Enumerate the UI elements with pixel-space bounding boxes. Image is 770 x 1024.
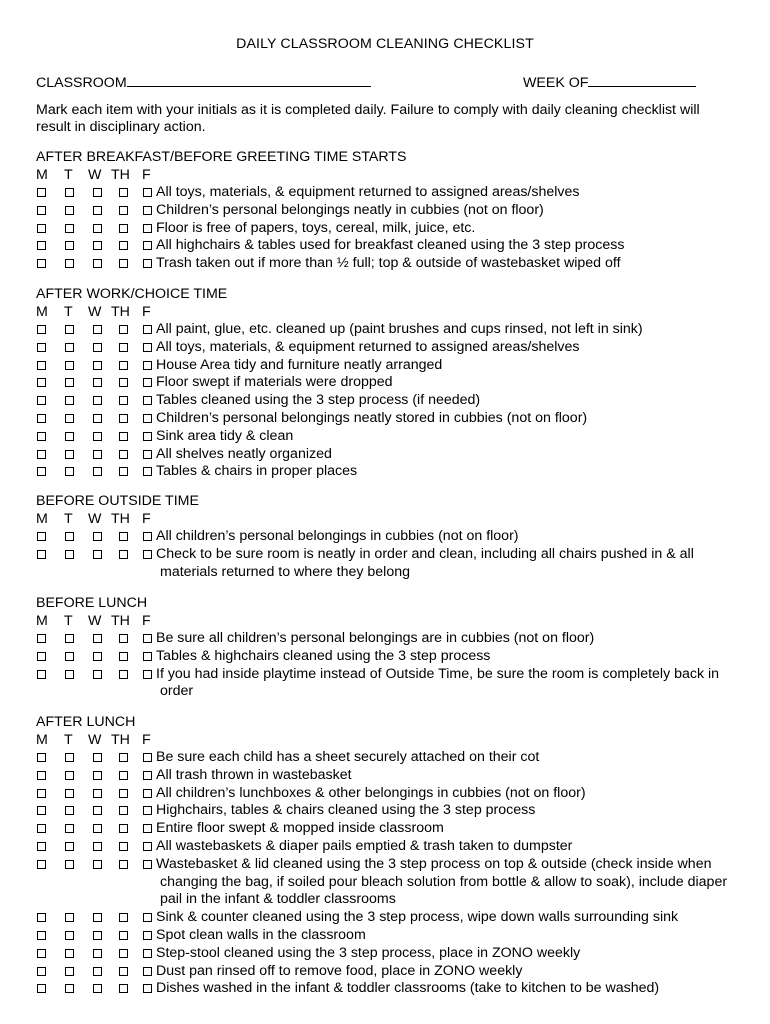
week-field — [523, 72, 696, 91]
checkbox-day-3[interactable] — [119, 842, 128, 851]
item-text: All toys, materials, & equipment returned to assigned areas/shelves — [156, 338, 580, 355]
checkbox-day-1[interactable] — [65, 913, 74, 922]
item-line — [143, 802, 740, 820]
checklist-item — [36, 963, 736, 981]
checkbox-day-2[interactable] — [93, 634, 102, 643]
checkbox-day-2[interactable] — [93, 432, 102, 441]
instructions: Mark each item with your initials as it is completed daily. Failure to comply with daily cleaning checklist will result in disciplinary action. — [36, 102, 700, 135]
checklist-item — [36, 927, 736, 945]
day-checkboxes — [36, 767, 156, 785]
item-text: Entire floor swept & mopped inside classroom — [156, 820, 444, 837]
checkbox-day-2[interactable] — [93, 949, 102, 958]
item-line — [143, 528, 740, 546]
checkbox-day-0[interactable] — [37, 670, 46, 679]
day-header-3: TH — [111, 167, 130, 183]
checkbox-day-3[interactable] — [119, 652, 128, 661]
checkbox-day-1[interactable] — [65, 634, 74, 643]
checkbox-day-2[interactable] — [93, 670, 102, 679]
item-text: House Area tidy and furniture neatly arranged — [156, 356, 443, 373]
day-checkboxes — [36, 963, 156, 981]
item-text: Floor is free of papers, toys, cereal, milk, juice, etc. — [156, 219, 476, 236]
checkbox-day-1[interactable] — [65, 259, 74, 268]
day-header-row — [36, 612, 736, 630]
checkbox-day-0[interactable] — [37, 396, 46, 405]
checkbox-day-0[interactable] — [37, 824, 46, 833]
day-checkboxes — [36, 374, 156, 392]
checkbox-day-2[interactable] — [93, 860, 102, 869]
section-1 — [36, 285, 736, 481]
day-checkboxes — [36, 220, 156, 238]
checklist-item — [36, 463, 736, 481]
checklist-item — [36, 446, 736, 464]
day-checkboxes — [36, 648, 156, 666]
day-header-2: W — [88, 511, 102, 527]
checklist-item — [36, 392, 736, 410]
checkbox-day-2[interactable] — [93, 913, 102, 922]
checklist-item — [36, 220, 736, 238]
item-text: Dishes washed in the infant & toddler classrooms (take to kitchen to be washed) — [156, 980, 660, 997]
day-checkboxes — [36, 528, 156, 546]
checkbox-day-0[interactable] — [37, 806, 46, 815]
checkbox-day-1[interactable] — [65, 967, 74, 976]
page-title: DAILY CLASSROOM CLEANING CHECKLIST — [236, 36, 534, 52]
day-header-4: F — [142, 613, 151, 629]
day-header-4: F — [142, 304, 151, 320]
day-checkboxes — [36, 630, 156, 648]
day-header-3: TH — [111, 732, 130, 748]
checkbox-day-1[interactable] — [65, 361, 74, 370]
day-header-0: M — [36, 732, 48, 748]
item-text: Children’s personal belongings neatly in cubbies (not on floor) — [156, 201, 544, 218]
item-text: All paint, glue, etc. cleaned up (paint brushes and cups rinsed, not left in sink) — [156, 321, 643, 337]
day-header-3: TH — [111, 613, 130, 629]
day-header-4: F — [142, 167, 151, 183]
day-header-row — [36, 510, 736, 528]
checklist-item — [36, 546, 736, 582]
week-label: WEEK OF — [523, 75, 589, 91]
checkbox-day-0[interactable] — [37, 188, 46, 197]
item-line — [143, 237, 740, 255]
item-text: Be sure each child has a sheet securely attached on their cot — [156, 749, 540, 765]
checkbox-day-2[interactable] — [93, 789, 102, 798]
item-line — [143, 820, 740, 838]
checkbox-day-0[interactable] — [37, 532, 46, 541]
checkbox-day-3[interactable] — [119, 325, 128, 334]
checkbox-day-3[interactable] — [119, 343, 128, 352]
item-line — [143, 648, 740, 666]
checkbox-day-1[interactable] — [65, 241, 74, 250]
checkbox-day-1[interactable] — [65, 450, 74, 459]
checklist-item — [36, 374, 736, 392]
checkbox-day-0[interactable] — [37, 771, 46, 780]
checklist-item — [36, 202, 736, 220]
checkbox-day-1[interactable] — [65, 949, 74, 958]
classroom-label: CLASSROOM — [36, 75, 127, 91]
checkbox-day-1[interactable] — [65, 224, 74, 233]
item-text: Dust pan rinsed off to remove food, place in ZONO weekly — [156, 962, 523, 979]
checkbox-day-1[interactable] — [65, 771, 74, 780]
day-header-0: M — [36, 304, 48, 320]
item-line — [143, 838, 740, 856]
checkbox-day-2[interactable] — [93, 224, 102, 233]
item-text: All children’s lunchboxes & other belongings in cubbies (not on floor) — [156, 784, 586, 801]
item-line — [143, 428, 740, 446]
checkbox-day-3[interactable] — [119, 396, 128, 405]
checkbox-day-0[interactable] — [37, 450, 46, 459]
section-title: AFTER BREAKFAST/BEFORE GREETING TIME STARTS — [36, 149, 407, 165]
day-header-2: W — [88, 613, 102, 629]
checkbox-day-1[interactable] — [65, 842, 74, 851]
checkbox-day-0[interactable] — [37, 467, 46, 476]
item-line — [143, 357, 740, 375]
checklist-item — [36, 630, 736, 648]
checkbox-day-3[interactable] — [119, 634, 128, 643]
day-checkboxes — [36, 666, 156, 684]
checkbox-day-3[interactable] — [119, 967, 128, 976]
checkbox-day-2[interactable] — [93, 532, 102, 541]
checklist-item — [36, 184, 736, 202]
checkbox-day-3[interactable] — [119, 913, 128, 922]
checkbox-day-0[interactable] — [37, 984, 46, 993]
checkbox-day-0[interactable] — [37, 224, 46, 233]
item-text: Highchairs, tables & chairs cleaned using the 3 step process — [156, 802, 536, 819]
day-header-0: M — [36, 613, 48, 629]
checklist-item — [36, 767, 736, 785]
checkbox-day-2[interactable] — [93, 842, 102, 851]
checkbox-day-0[interactable] — [37, 913, 46, 922]
item-line — [143, 546, 740, 582]
checkbox-day-3[interactable] — [119, 188, 128, 197]
item-text: All shelves neatly organized — [156, 445, 332, 462]
day-checkboxes — [36, 802, 156, 820]
checklist-item — [36, 802, 736, 820]
item-line — [143, 630, 740, 648]
checkbox-day-1[interactable] — [65, 860, 74, 869]
item-text: Children’s personal belongings neatly stored in cubbies (not on floor) — [156, 409, 588, 426]
checklist-item — [36, 666, 736, 702]
checkbox-day-0[interactable] — [37, 652, 46, 661]
checkbox-day-1[interactable] — [65, 753, 74, 762]
checkbox-day-1[interactable] — [65, 396, 74, 405]
checkbox-day-0[interactable] — [37, 378, 46, 387]
day-checkboxes — [36, 945, 156, 963]
item-line — [143, 339, 740, 357]
checkbox-day-3[interactable] — [119, 467, 128, 476]
checkbox-day-3[interactable] — [119, 806, 128, 815]
checkbox-day-0[interactable] — [37, 432, 46, 441]
checklist-item — [36, 255, 736, 273]
day-header-row — [36, 731, 736, 749]
checkbox-day-1[interactable] — [65, 325, 74, 334]
item-line — [143, 392, 740, 410]
checkbox-day-0[interactable] — [37, 753, 46, 762]
day-header-1: T — [64, 613, 73, 629]
day-checkboxes — [36, 546, 156, 564]
day-checkboxes — [36, 357, 156, 375]
item-text: All children’s personal belongings in cubbies (not on floor) — [156, 528, 519, 544]
checkbox-day-1[interactable] — [65, 467, 74, 476]
checklist-item — [36, 820, 736, 838]
item-text: Spot clean walls in the classroom — [156, 926, 366, 943]
checklist-item — [36, 749, 736, 767]
checkbox-day-0[interactable] — [37, 789, 46, 798]
day-checkboxes — [36, 255, 156, 273]
checklist-item — [36, 357, 736, 375]
day-checkboxes — [36, 184, 156, 202]
day-checkboxes — [36, 410, 156, 428]
classroom-field — [36, 72, 371, 91]
classroom-blank-line[interactable] — [127, 72, 371, 87]
checkbox-day-3[interactable] — [119, 949, 128, 958]
checkbox-day-0[interactable] — [37, 259, 46, 268]
checkbox-day-3[interactable] — [119, 378, 128, 387]
day-header-2: W — [88, 167, 102, 183]
checkbox-day-0[interactable] — [37, 414, 46, 423]
checkbox-day-2[interactable] — [93, 343, 102, 352]
day-checkboxes — [36, 856, 156, 874]
checkbox-day-2[interactable] — [93, 931, 102, 940]
item-line — [143, 255, 740, 273]
checkbox-day-0[interactable] — [37, 949, 46, 958]
section-0 — [36, 148, 736, 273]
item-line — [143, 767, 740, 785]
item-text: All highchairs & tables used for breakfast cleaned using the 3 step process — [156, 237, 625, 254]
section-4 — [36, 713, 736, 998]
item-text: Step-stool cleaned using the 3 step process, place in ZONO weekly — [156, 944, 581, 961]
item-line — [143, 202, 740, 220]
section-2 — [36, 492, 736, 581]
checkbox-day-1[interactable] — [65, 652, 74, 661]
checkbox-day-2[interactable] — [93, 652, 102, 661]
item-line — [143, 980, 740, 998]
checkbox-day-0[interactable] — [37, 241, 46, 250]
item-line — [143, 220, 740, 238]
day-header-row — [36, 303, 736, 321]
checkbox-day-0[interactable] — [37, 343, 46, 352]
item-text: Floor swept if materials were dropped — [156, 374, 393, 391]
day-checkboxes — [36, 785, 156, 803]
checkbox-day-1[interactable] — [65, 532, 74, 541]
item-text: Trash taken out if more than ½ full; top & outside of wastebasket wiped off — [156, 255, 621, 272]
checkbox-day-2[interactable] — [93, 241, 102, 250]
checkbox-day-2[interactable] — [93, 450, 102, 459]
checkbox-day-2[interactable] — [93, 188, 102, 197]
day-header-2: W — [88, 304, 102, 320]
item-line — [143, 945, 740, 963]
checkbox-day-2[interactable] — [93, 806, 102, 815]
day-header-1: T — [64, 167, 73, 183]
checkbox-day-3[interactable] — [119, 789, 128, 798]
checkbox-day-1[interactable] — [65, 984, 74, 993]
checklist-item — [36, 339, 736, 357]
checkbox-day-3[interactable] — [119, 206, 128, 215]
checklist-item — [36, 237, 736, 255]
section-3 — [36, 594, 736, 701]
item-text: Check to be sure room is neatly in order and clean, including all chairs pushed in & all materials returned to where they belong — [156, 545, 694, 580]
checkbox-day-2[interactable] — [93, 396, 102, 405]
checkbox-day-3[interactable] — [119, 771, 128, 780]
checklist-item — [36, 945, 736, 963]
checkbox-day-1[interactable] — [65, 931, 74, 940]
checkbox-day-3[interactable] — [119, 931, 128, 940]
day-header-0: M — [36, 167, 48, 183]
section-title: BEFORE OUTSIDE TIME — [36, 493, 199, 509]
day-checkboxes — [36, 339, 156, 357]
checklist-item — [36, 785, 736, 803]
day-checkboxes — [36, 927, 156, 945]
item-text: Sink & counter cleaned using the 3 step process, wipe down walls surrounding sink — [156, 909, 679, 926]
checklist-item — [36, 856, 736, 909]
checkbox-day-1[interactable] — [65, 789, 74, 798]
checkbox-day-1[interactable] — [65, 806, 74, 815]
checkbox-day-2[interactable] — [93, 967, 102, 976]
checkbox-day-3[interactable] — [119, 753, 128, 762]
checkbox-day-3[interactable] — [119, 361, 128, 370]
checkbox-day-1[interactable] — [65, 670, 74, 679]
item-text: All toys, materials, & equipment returned to assigned areas/shelves — [156, 184, 580, 200]
item-line — [143, 785, 740, 803]
checkbox-day-2[interactable] — [93, 206, 102, 215]
day-checkboxes — [36, 428, 156, 446]
checkbox-day-3[interactable] — [119, 824, 128, 833]
checkbox-day-3[interactable] — [119, 241, 128, 250]
day-checkboxes — [36, 749, 156, 767]
checkbox-day-3[interactable] — [119, 984, 128, 993]
checkbox-day-3[interactable] — [119, 860, 128, 869]
checklist-item — [36, 428, 736, 446]
checkbox-day-2[interactable] — [93, 378, 102, 387]
item-text: Sink area tidy & clean — [156, 427, 294, 444]
checkbox-day-0[interactable] — [37, 325, 46, 334]
day-checkboxes — [36, 820, 156, 838]
checkbox-day-0[interactable] — [37, 206, 46, 215]
checkbox-day-0[interactable] — [37, 634, 46, 643]
checkbox-day-0[interactable] — [37, 361, 46, 370]
checkbox-day-2[interactable] — [93, 984, 102, 993]
checkbox-day-1[interactable] — [65, 414, 74, 423]
checkbox-day-3[interactable] — [119, 670, 128, 679]
day-header-3: TH — [111, 304, 130, 320]
item-line — [143, 410, 740, 428]
item-text: Tables & highchairs cleaned using the 3 step process — [156, 647, 491, 664]
checkbox-day-0[interactable] — [37, 967, 46, 976]
item-line — [143, 666, 740, 702]
checkbox-day-0[interactable] — [37, 931, 46, 940]
checkbox-day-2[interactable] — [93, 325, 102, 334]
checkbox-day-2[interactable] — [93, 771, 102, 780]
checklist-item — [36, 410, 736, 428]
item-line — [143, 446, 740, 464]
checkbox-day-3[interactable] — [119, 259, 128, 268]
checkbox-day-1[interactable] — [65, 550, 74, 559]
section-title: BEFORE LUNCH — [36, 595, 148, 611]
checklist-item — [36, 909, 736, 927]
day-checkboxes — [36, 392, 156, 410]
item-text: Tables cleaned using the 3 step process (if needed) — [156, 392, 481, 409]
week-blank-line[interactable] — [588, 72, 696, 87]
item-text: Wastebasket & lid cleaned using the 3 step process on top & outside (check inside when changing the bag, if soiled pour bleach solution from bottle & allow to soak), include diaper pail in the infant & toddler classrooms — [156, 855, 728, 908]
checkbox-day-3[interactable] — [119, 550, 128, 559]
checkbox-day-2[interactable] — [93, 259, 102, 268]
day-checkboxes — [36, 202, 156, 220]
day-header-1: T — [64, 511, 73, 527]
item-text: All wastebaskets & diaper pails emptied & trash taken to dumpster — [156, 837, 573, 854]
checkbox-day-1[interactable] — [65, 378, 74, 387]
item-line — [143, 184, 740, 202]
checkbox-day-1[interactable] — [65, 206, 74, 215]
item-text: Be sure all children’s personal belongings are in cubbies (not on floor) — [156, 630, 595, 646]
day-checkboxes — [36, 237, 156, 255]
day-header-2: W — [88, 732, 102, 748]
checklist-item — [36, 321, 736, 339]
checklist-item — [36, 528, 736, 546]
day-header-1: T — [64, 732, 73, 748]
checklist-item — [36, 648, 736, 666]
checklist-item — [36, 980, 736, 998]
day-checkboxes — [36, 909, 156, 927]
checkbox-day-1[interactable] — [65, 824, 74, 833]
checkbox-day-1[interactable] — [65, 432, 74, 441]
checklist-item — [36, 838, 736, 856]
item-text: All trash thrown in wastebasket — [156, 766, 352, 783]
item-line — [143, 963, 740, 981]
item-line — [143, 927, 740, 945]
item-line — [143, 463, 740, 481]
item-line — [143, 909, 740, 927]
item-line — [143, 321, 740, 339]
checkbox-day-0[interactable] — [37, 550, 46, 559]
checkbox-day-0[interactable] — [37, 842, 46, 851]
item-line — [143, 856, 740, 909]
day-checkboxes — [36, 446, 156, 464]
checkbox-day-3[interactable] — [119, 450, 128, 459]
checkbox-day-3[interactable] — [119, 414, 128, 423]
day-header-3: TH — [111, 511, 130, 527]
item-text: If you had inside playtime instead of Outside Time, be sure the room is completely back in order — [156, 665, 720, 700]
section-title: AFTER LUNCH — [36, 714, 136, 730]
day-checkboxes — [36, 838, 156, 856]
checkbox-day-2[interactable] — [93, 467, 102, 476]
checkbox-day-3[interactable] — [119, 224, 128, 233]
checkbox-day-3[interactable] — [119, 432, 128, 441]
day-header-4: F — [142, 732, 151, 748]
checkbox-day-2[interactable] — [93, 824, 102, 833]
item-line — [143, 374, 740, 392]
checkbox-day-0[interactable] — [37, 860, 46, 869]
day-header-0: M — [36, 511, 48, 527]
header-fields — [36, 72, 736, 92]
day-checkboxes — [36, 980, 156, 998]
checkbox-day-1[interactable] — [65, 188, 74, 197]
checkbox-day-3[interactable] — [119, 532, 128, 541]
day-header-row — [36, 166, 736, 184]
section-title: AFTER WORK/CHOICE TIME — [36, 286, 228, 302]
day-header-1: T — [64, 304, 73, 320]
checkbox-day-1[interactable] — [65, 343, 74, 352]
day-checkboxes — [36, 463, 156, 481]
checkbox-day-2[interactable] — [93, 550, 102, 559]
checkbox-day-2[interactable] — [93, 753, 102, 762]
day-header-4: F — [142, 511, 151, 527]
checkbox-day-2[interactable] — [93, 414, 102, 423]
item-text: Tables & chairs in proper places — [156, 463, 358, 480]
item-line — [143, 749, 740, 767]
checkbox-day-2[interactable] — [93, 361, 102, 370]
day-checkboxes — [36, 321, 156, 339]
